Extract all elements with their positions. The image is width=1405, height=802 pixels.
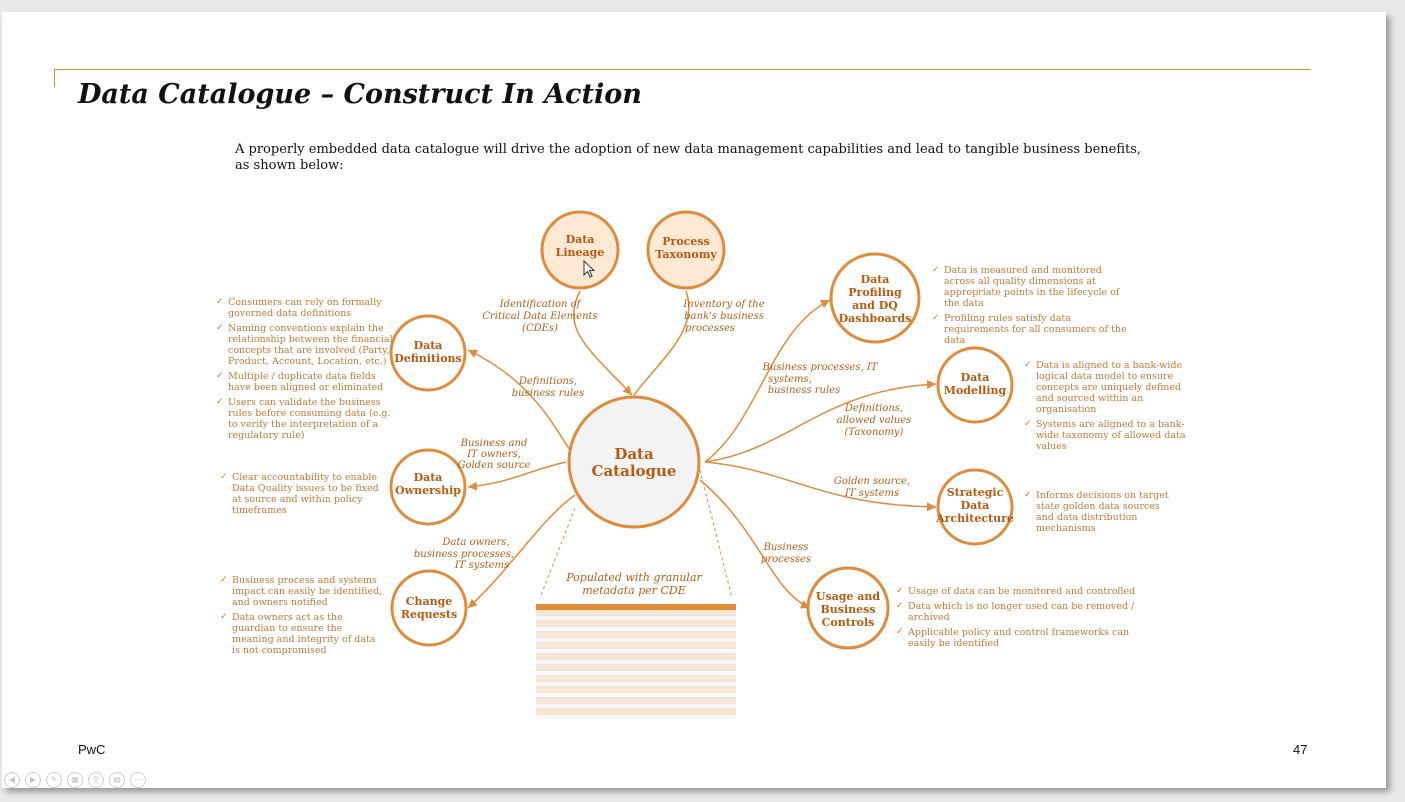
edge-taxonomy-label-1: Inventory of the	[683, 299, 765, 310]
edge-lineage-label-1: Identification of	[499, 299, 581, 310]
benefit-item: ✓ Business process and systems impact can easily be identified, and owners notified	[220, 575, 385, 608]
benefits-ownership	[220, 472, 385, 520]
architecture-label-3: Architecture	[936, 512, 1014, 525]
benefits-modelling	[1024, 360, 1199, 456]
taxonomy-label-2: Taxonomy	[655, 248, 717, 261]
benefit-item: ✓ Naming conventions explain the relationship between the financial concepts that are involved (Party, Product, Account, Location, etc.)	[216, 323, 396, 367]
edge-lineage	[574, 291, 632, 395]
benefits-usage	[896, 586, 1141, 653]
benefits-definitions	[216, 297, 396, 445]
benefit-item: ✓ Consumers can rely on formally governed data definitions	[216, 297, 396, 319]
presenter-toolbar	[4, 772, 146, 788]
lineage-label-1: Data	[565, 233, 595, 246]
edge-usage-label-2: processes	[760, 554, 812, 565]
benefit-item: ✓ Applicable policy and control frameworks can easily be identified	[896, 627, 1141, 649]
hub-label-1: Data	[614, 445, 654, 463]
profiling-label-2: Profiling	[848, 286, 902, 299]
benefits-change	[220, 575, 385, 660]
slides-icon[interactable]: ▦	[67, 772, 83, 788]
edge-change-label-3: IT systems	[454, 560, 510, 571]
edge-change-label-2: business processes,	[413, 549, 515, 560]
change-label-2: Requests	[400, 608, 458, 621]
architecture-label-1: Strategic	[946, 486, 1004, 499]
edge-architecture-label-2: IT systems	[844, 488, 900, 499]
more-icon[interactable]: ⋯	[130, 772, 146, 788]
edge-modelling-label-3: (Taxonomy)	[844, 427, 904, 438]
slide-subtitle: A properly embedded data catalogue will drive the adoption of new data management capabilities and lead to tangible business benefits, as shown below:	[235, 142, 1142, 173]
benefit-item: ✓ Data is measured and monitored across all quality dimensions at appropriate points in the lifecycle of the data	[932, 265, 1132, 309]
benefit-item: ✓ Data which is no longer used can be removed / archived	[896, 601, 1141, 623]
edge-lineage-label-2: Critical Data Elements	[482, 311, 598, 322]
architecture-label-2: Data	[960, 499, 990, 512]
edge-modelling-label-1: Definitions,	[844, 403, 904, 414]
prev-icon[interactable]: ◀	[4, 772, 20, 788]
benefits-profiling	[932, 265, 1132, 350]
next-icon[interactable]: ▶	[25, 772, 41, 788]
edge-lineage-label-3: (CDEs)	[522, 323, 558, 334]
change-label-1: Change	[405, 595, 453, 608]
footer-brand: PwC	[78, 742, 106, 757]
edge-profiling-label-2: systems,	[768, 374, 812, 385]
definitions-label-1: Data	[413, 339, 443, 352]
subtitles-icon[interactable]: ▤	[109, 772, 125, 788]
slide-title: Data Catalogue – Construct In Action	[78, 79, 642, 110]
pen-icon[interactable]: ✎	[46, 772, 62, 788]
metadata-table-row	[536, 709, 736, 715]
metadata-table-thumbnail	[536, 604, 736, 718]
profiling-label-4: Dashboards	[838, 312, 912, 325]
edge-ownership-label-3: Golden source	[457, 460, 531, 471]
modelling-label-1: Data	[960, 371, 990, 384]
edge-architecture-label-1: Golden source,	[833, 476, 911, 487]
benefit-item: ✓ Clear accountability to enable Data Quality issues to be fixed at source and within policy timeframes	[220, 472, 385, 516]
usage-label-3: Controls	[821, 616, 875, 629]
benefit-item: ✓ Users can validate the business rules before consuming data (e.g. to verify the interpretation of a regulatory rule)	[216, 397, 396, 441]
edge-modelling-label-2: allowed values	[836, 415, 912, 426]
benefit-item: ✓ Multiple / duplicate data fields have been aligned or eliminated	[216, 371, 396, 393]
edge-profiling-label-3: business rules	[767, 385, 841, 396]
hub-label-2: Catalogue	[591, 462, 677, 480]
ownership-label-2: Ownership	[395, 484, 461, 497]
usage-label-2: Business	[820, 603, 876, 616]
benefit-item: ✓ Informs decisions on target state golden data sources and data distribution mechanisms	[1024, 490, 1174, 534]
zoom-icon[interactable]: ⚲	[88, 772, 104, 788]
usage-label-1: Usage and	[815, 590, 881, 603]
benefit-item: ✓ Data owners act as the guardian to ensure the meaning and integrity of data is not compromised	[220, 612, 385, 656]
benefit-item: ✓ Systems are aligned to a bank-wide taxonomy of allowed data values	[1024, 419, 1199, 452]
edge-change-label-1: Data owners,	[442, 537, 510, 548]
edge-definitions-label-1: Definitions,	[518, 376, 578, 387]
metadata-dash-right	[700, 470, 732, 598]
metadata-caption-2: metadata per CDE	[582, 584, 686, 597]
page-number: 47	[1293, 742, 1308, 757]
lineage-label-2: Lineage	[555, 246, 605, 259]
profiling-label-1: Data	[860, 273, 890, 286]
taxonomy-label-1: Process	[662, 235, 710, 248]
edge-usage-label-1: Business	[763, 542, 809, 553]
edge-ownership-label-1: Business and	[460, 438, 528, 449]
definitions-label-2: Definitions	[394, 352, 462, 365]
edge-definitions	[468, 350, 570, 450]
ownership-label-1: Data	[413, 471, 443, 484]
edge-taxonomy-label-3: processes	[684, 323, 736, 334]
benefit-item: ✓ Data is aligned to a bank-wide logical data model to ensure concepts are uniquely defined and sourced within an organisation	[1024, 360, 1199, 415]
benefit-item: ✓ Usage of data can be monitored and controlled	[896, 586, 1141, 597]
metadata-table-rows	[536, 610, 736, 715]
metadata-caption-1: Populated with granular	[566, 571, 702, 584]
modelling-label-2: Modelling	[943, 384, 1007, 397]
edge-taxonomy	[634, 291, 689, 395]
benefit-item: ✓ Profiling rules satisfy data requirements for all consumers of the data	[932, 313, 1132, 346]
profiling-label-3: and DQ	[852, 299, 898, 312]
edge-profiling-label-1: Business processes, IT	[762, 362, 878, 373]
edge-ownership-label-2: IT owners,	[467, 449, 521, 460]
mouse-cursor-icon	[583, 260, 597, 280]
benefits-architecture	[1024, 490, 1174, 538]
edge-definitions-label-2: business rules	[511, 388, 585, 399]
edge-taxonomy-label-2: bank's business	[684, 311, 764, 322]
